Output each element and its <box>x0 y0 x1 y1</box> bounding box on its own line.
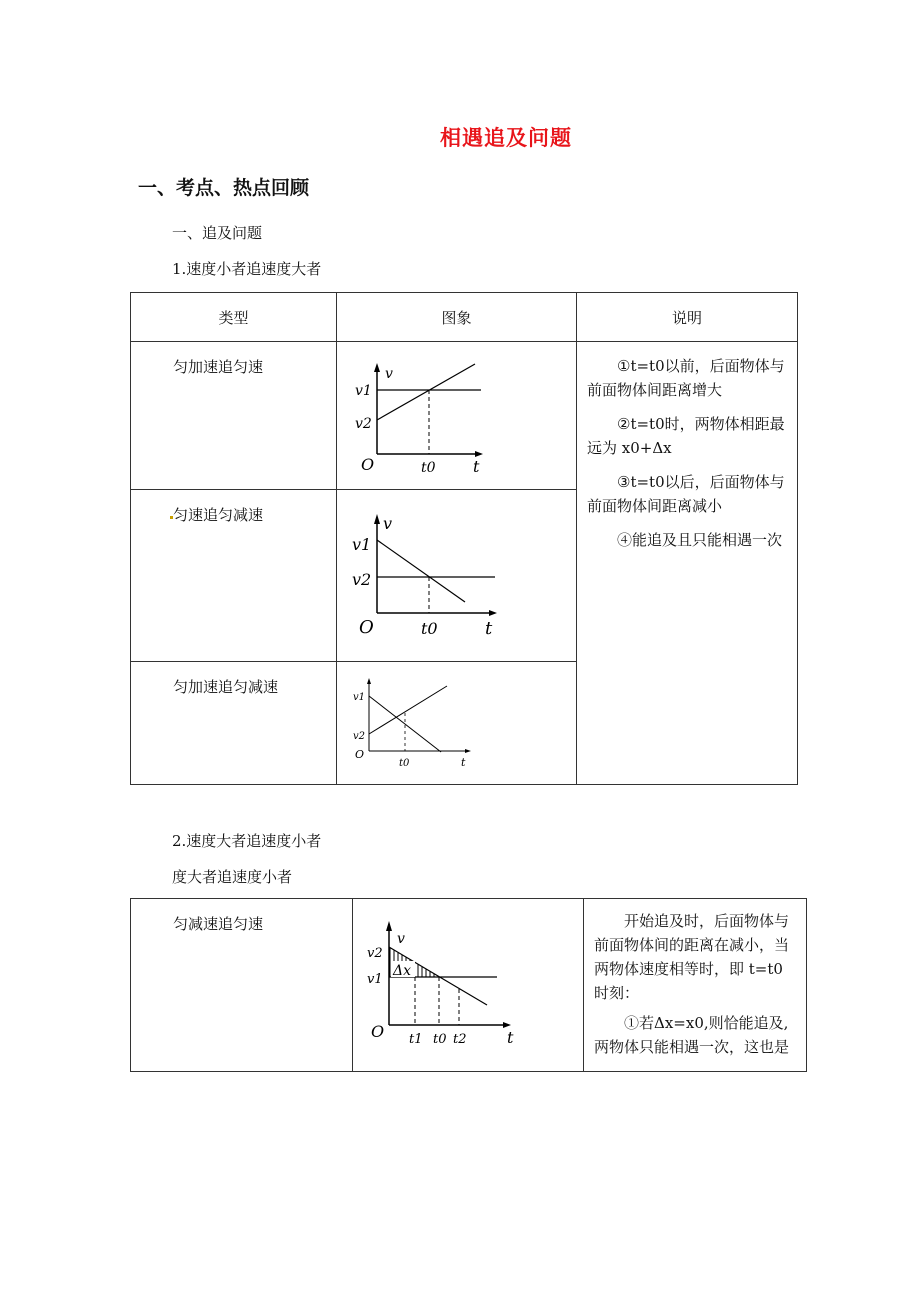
label-t: t <box>507 1028 514 1047</box>
label-v1: v1 <box>353 692 366 703</box>
label-origin: O <box>355 748 365 761</box>
stray-mark <box>170 516 173 519</box>
graph-cell <box>337 342 577 490</box>
graph-decel-vs-uniform <box>353 899 582 1067</box>
label-t0: t0 <box>421 619 438 638</box>
type-cell: 匀减速追匀速 <box>131 899 353 1072</box>
graph-cell <box>353 899 584 1072</box>
graph-uniform-vs-decel <box>337 490 575 657</box>
type-cell: 匀加速追匀减速 <box>131 662 337 785</box>
v-axis-arrow <box>367 678 371 684</box>
table-slower-chases-faster <box>130 292 798 785</box>
desc-line-1: ①t=t0以前，后面物体与前面物体间距离增大 <box>587 357 785 399</box>
label-v2: v2 <box>355 416 372 432</box>
part1-heading: 1.速度小者追速度大者 <box>172 260 322 278</box>
desc-line-1: 开始追及时，后面物体与前面物体间的距离在减小，当两物体速度相等时，即 t=t0 时刻： <box>594 912 790 1002</box>
label-origin: O <box>371 1022 385 1041</box>
label-v2: v2 <box>353 731 366 742</box>
label-t: t <box>461 756 466 769</box>
label-v1: v1 <box>367 972 383 987</box>
table-row <box>131 342 798 490</box>
label-t2: t2 <box>453 1032 467 1047</box>
label-t0: t0 <box>421 460 436 476</box>
v-axis-arrow <box>374 514 380 524</box>
table-header-row <box>131 293 798 342</box>
label-v1: v1 <box>352 535 372 554</box>
type-cell: 匀速追匀减速 <box>131 490 337 662</box>
desc-line-4: ④能追及且只能相遇一次 <box>617 531 783 549</box>
table-row <box>131 899 807 1072</box>
label-v: v <box>385 366 393 382</box>
graph-cell <box>337 490 577 662</box>
label-t: t <box>485 618 493 639</box>
desc-line-2: ②t=t0时，两物体相距最远为 x0+Δx <box>587 415 785 457</box>
part2-heading: 2.速度大者追速度小者 <box>172 832 322 850</box>
description-cell <box>577 342 798 785</box>
label-t0: t0 <box>433 1032 447 1047</box>
label-v: v <box>397 931 405 947</box>
label-v2: v2 <box>352 570 372 589</box>
type-cell: 匀加速追匀速 <box>131 342 337 490</box>
header-type: 类型 <box>131 293 337 342</box>
header-graph: 图象 <box>337 293 577 342</box>
part2-heading-repeat: 度大者追速度小者 <box>172 868 293 886</box>
description-cell <box>584 899 807 1072</box>
decel-line <box>377 540 465 602</box>
graph-accel-vs-uniform <box>337 342 575 485</box>
label-t1: t1 <box>409 1032 423 1047</box>
sub-heading: 一、追及问题 <box>172 224 263 242</box>
graph-cell <box>337 662 577 785</box>
table-faster-chases-slower <box>130 898 807 1072</box>
t-axis-arrow <box>465 749 471 753</box>
v-axis-arrow <box>386 921 392 931</box>
t-axis-arrow <box>489 610 497 616</box>
label-origin: O <box>361 455 375 474</box>
label-t: t <box>473 457 480 476</box>
graph-accel-vs-decel <box>337 662 575 780</box>
label-delta-x: Δx <box>393 963 412 979</box>
header-description: 说明 <box>577 293 798 342</box>
label-v2: v2 <box>367 946 383 961</box>
section-heading: 一、考点、热点回顾 <box>138 177 310 199</box>
label-v1: v1 <box>355 383 372 399</box>
desc-line-3: ③t=t0以后，后面物体与前面物体间距离减小 <box>587 473 785 515</box>
label-v: v <box>383 514 393 533</box>
page-title: 相遇追及问题 <box>440 125 572 150</box>
label-origin: O <box>359 617 374 638</box>
label-t0: t0 <box>399 758 410 769</box>
v-axis-arrow <box>374 363 380 372</box>
desc-line-2: ①若Δx=x0,则恰能追及,两物体只能相遇一次，这也是 <box>594 1014 790 1056</box>
